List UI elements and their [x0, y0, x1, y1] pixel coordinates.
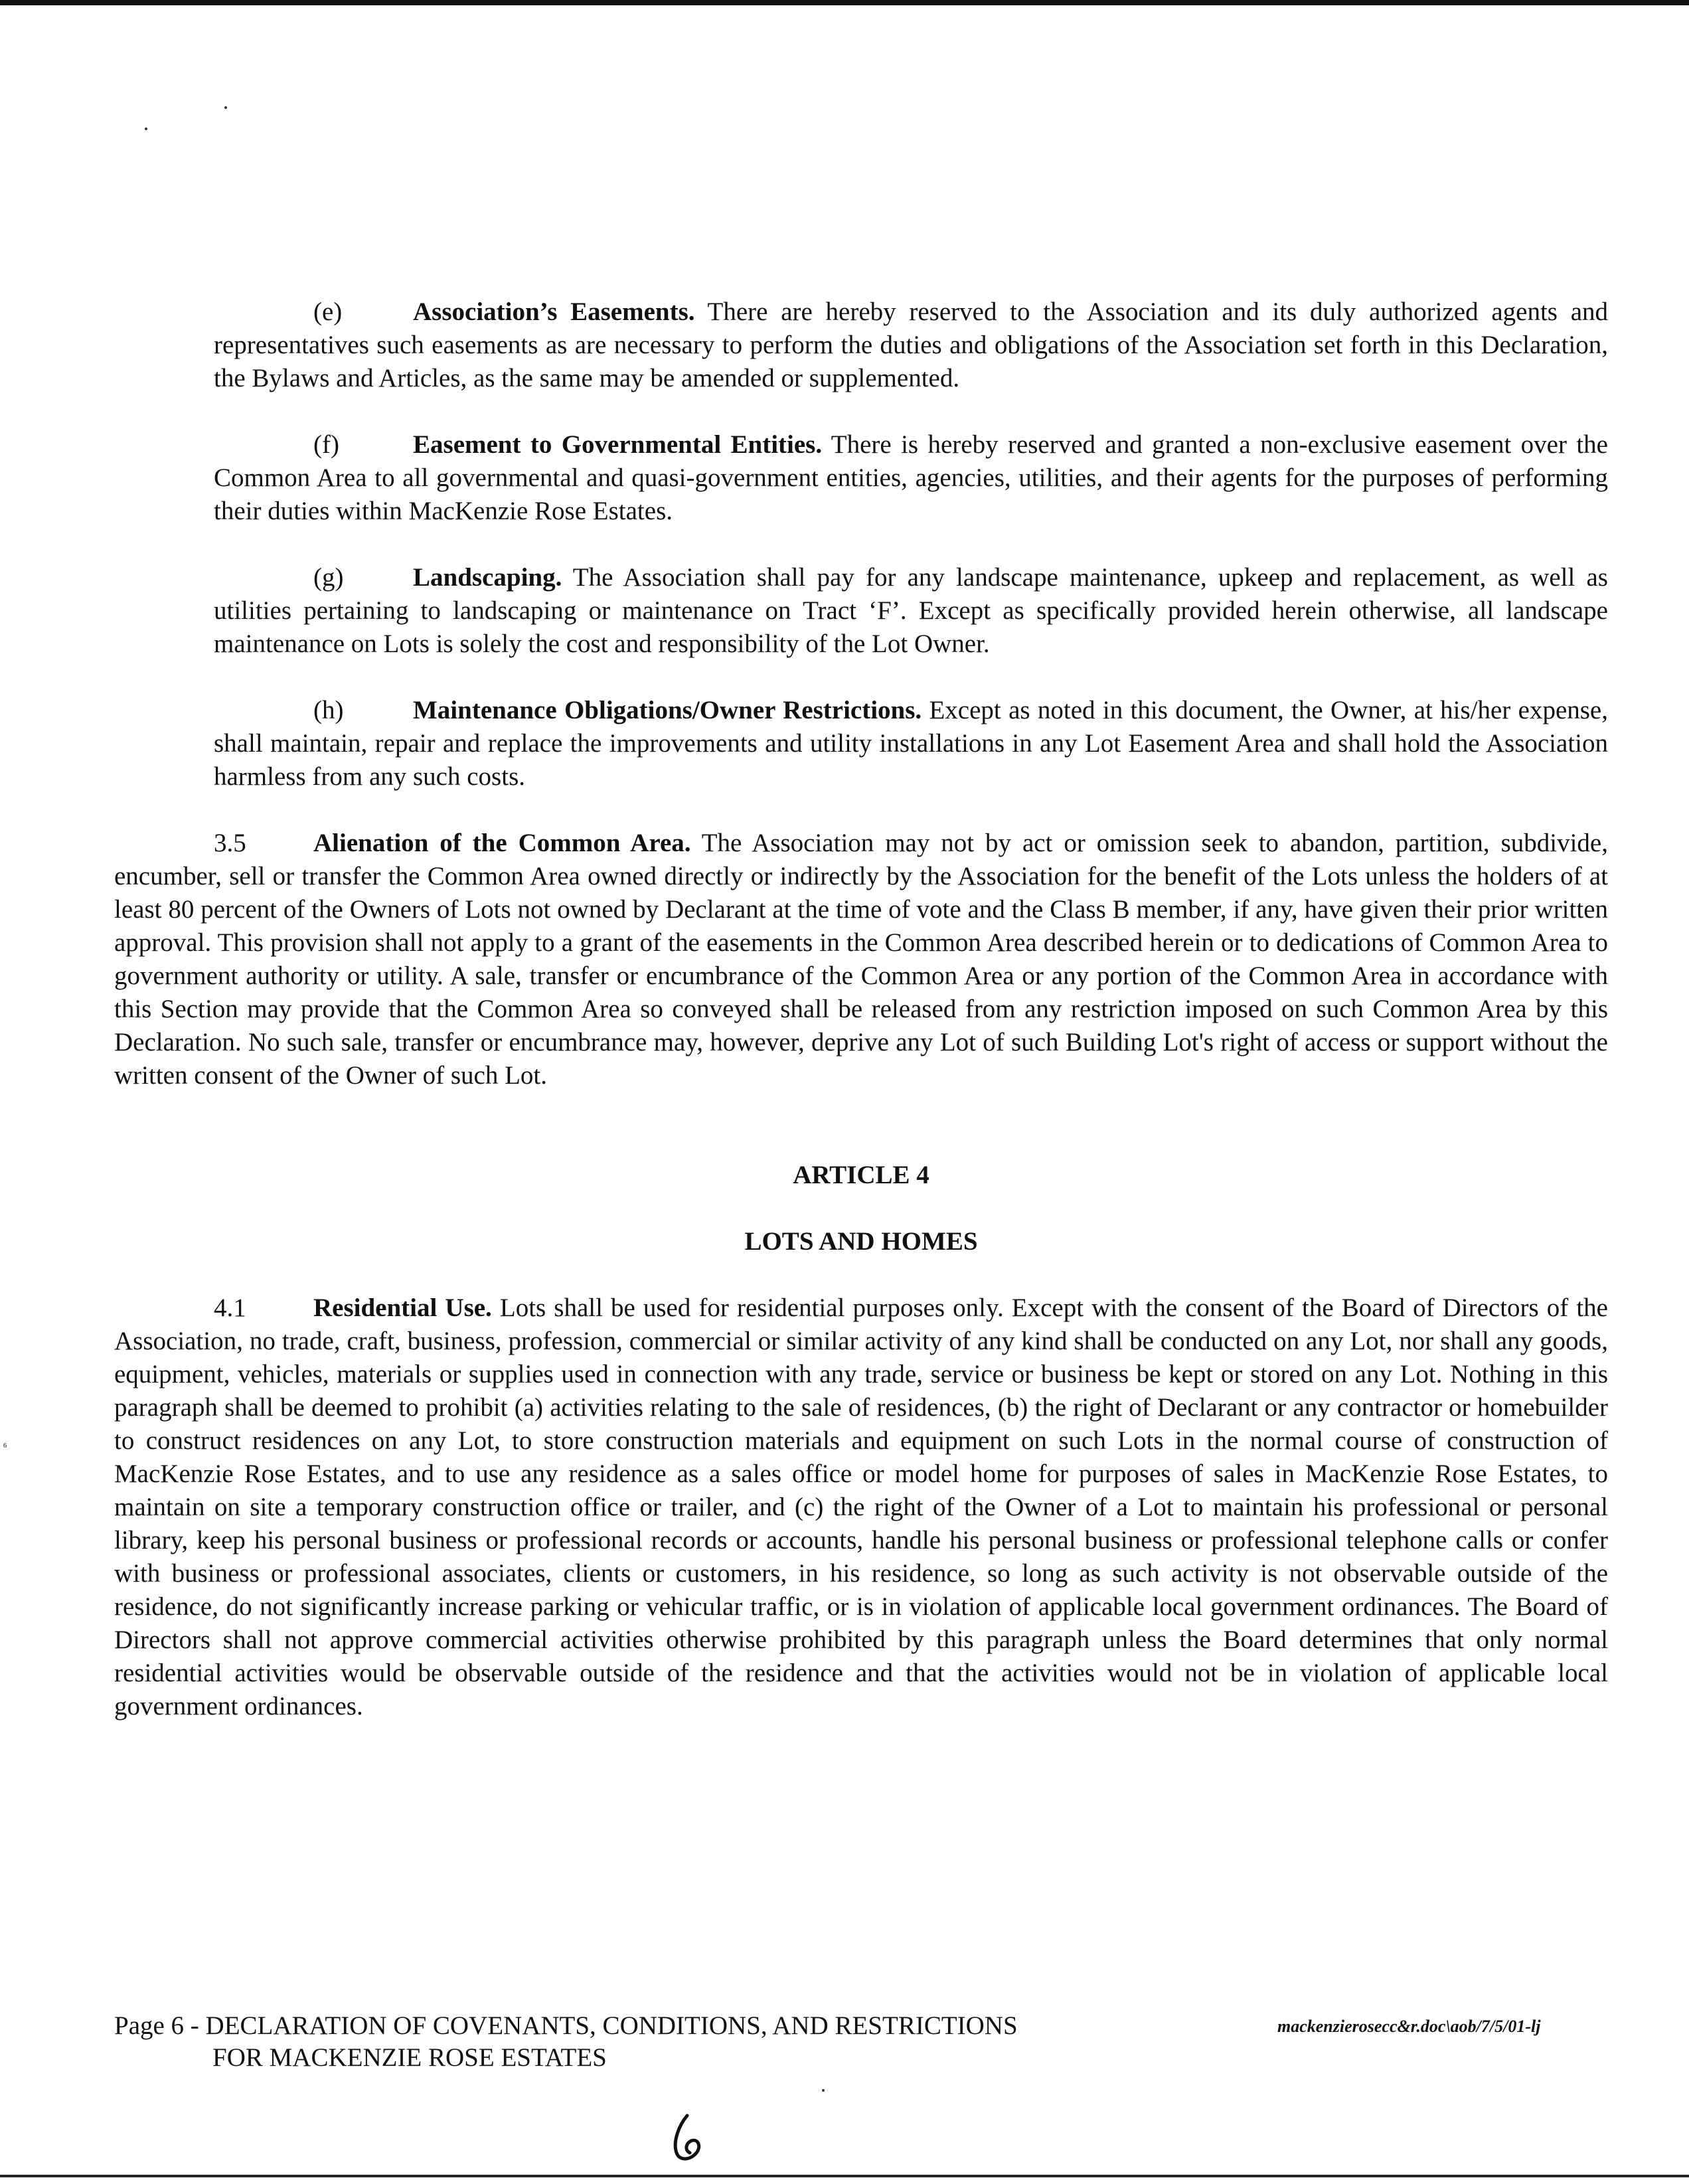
section-text: There are hereby reserved to the Association and its duly authorized agents and representatives such easements as are necessary to perform the duties and obligations of the Association set forth in this Declaration, the Bylaws and Articles, as the same may be amended or supplemented. — [214, 297, 1608, 392]
handwritten-page-number-text: 6 — [3, 1442, 7, 1450]
bottom-border-rule — [0, 2175, 1689, 2177]
footer-line-2: FOR MACKENZIE ROSE ESTATES — [212, 2043, 607, 2072]
section-title: Easement to Governmental Entities. — [413, 430, 823, 459]
section-label: (g) — [313, 563, 344, 592]
page-footer — [114, 2010, 1018, 2074]
section-label: (h) — [313, 696, 344, 724]
section-text: Except as noted in this document, the Owner, at his/her expense, shall maintain, repair and replace the improvements and utility installations in any Lot Easement Area and shall hold the Association harmless from any such costs. — [214, 696, 1608, 791]
section-text: The Association may not by act or omission seek to abandon, partition, subdivide, encumber, sell or transfer the Common Area owned directly or indirectly by the Association for the benefit of the Lots unless the holders of at least 80 percent of the Owners of Lots not owned by Declarant at the time of vote and the Class B member, if any, have given their prior written approval. This provision shall not apply to a grant of the easements in the Common Area described herein or to dedications of Common Area to government authority or utility. A sale, transfer or encumbrance of the Common Area or any portion of the Common Area in accordance with this Section may provide that the Common Area so conveyed shall be released from any restriction imposed on such Common Area by this Declaration. No such sale, transfer or encumbrance may, however, deprive any Lot of such Building Lot's right of access or support without the written consent of the Owner of such Lot. — [114, 829, 1608, 1090]
file-reference: mackenzierosecc&r.doc\aob/7/5/01-lj — [1277, 2017, 1541, 2036]
scan-speck — [224, 106, 227, 109]
section-title: Landscaping. — [413, 563, 562, 592]
section-title: Maintenance Obligations/Owner Restrictions. — [413, 696, 922, 724]
scan-speck — [145, 127, 147, 130]
article-title: LOTS AND HOMES — [744, 1227, 978, 1256]
section-text: Lots shall be used for residential purposes only. Except with the consent of the Board of Directors of the Association, no trade, craft, business, profession, commercial or similar activity of any kind shall be conducted on any Lot, nor shall any goods, equipment, vehicles, materials or supplies used in connection with any trade, service or business be kept or stored on any Lot. Nothing in this paragraph shall be deemed to prohibit (a) activities relating to the sale of residences, (b) the right of Declarant or any contractor or homebuilder to construct residences on any Lot, to store construction materials and equipment on such Lots in the normal course of construction of MacKenzie Rose Estates, and to use any residence as a sales office or model home for purposes of sales in MacKenzie Rose Estates, to maintain on site a temporary construction office or trailer, and (c) the right of the Owner of a Lot to maintain his professional or personal library, keep his personal business or professional records or accounts, handle his personal business or professional telephone calls or confer with business or professional associates, clients or customers, in his residence, so long as such activity is not observable outside of the residence, do not significantly increase parking or vehicular traffic, or is in violation of applicable local government ordinances. The Board of Directors shall not approve commercial activities otherwise prohibited by this paragraph unless the Board determines that only normal residential activities would be observable outside of the residence and that the activities would not be in violation of applicable local government ordinances. — [114, 1294, 1608, 1721]
section-g — [214, 561, 1608, 661]
section-title: Residential Use. — [313, 1294, 492, 1322]
section-4-1 — [114, 1292, 1608, 1723]
section-e — [214, 295, 1608, 395]
footer-line-1: Page 6 - DECLARATION OF COVENANTS, CONDITIONS, AND RESTRICTIONS — [114, 2011, 1018, 2040]
section-label: 4.1 — [214, 1294, 246, 1322]
document-body — [114, 295, 1608, 1723]
section-label: (f) — [313, 430, 339, 459]
section-title: Alienation of the Common Area. — [313, 829, 691, 857]
section-text: The Association shall pay for any landscape maintenance, upkeep and replacement, as well as utilities pertaining to landscaping or maintenance on Tract ‘F’. Except as specifically provided herein otherwise, all landscape maintenance on Lots is solely the cost and responsibility of the Lot Owner. — [214, 563, 1608, 658]
article-number: ARTICLE 4 — [793, 1161, 929, 1189]
section-title: Association’s Easements. — [413, 297, 695, 326]
section-label: (e) — [313, 297, 343, 326]
scan-speck — [822, 2089, 825, 2092]
section-h — [214, 694, 1608, 794]
section-label: 3.5 — [214, 829, 246, 857]
section-3-5 — [114, 827, 1608, 1092]
top-border-rule — [0, 0, 1689, 5]
section-text: There is hereby reserved and granted a non-exclusive easement over the Common Area to all governmental and quasi-government entities, agencies, utilities, and their agents for the purposes of performing their duties within MacKenzie Rose Estates. — [214, 430, 1608, 525]
section-f — [214, 428, 1608, 528]
